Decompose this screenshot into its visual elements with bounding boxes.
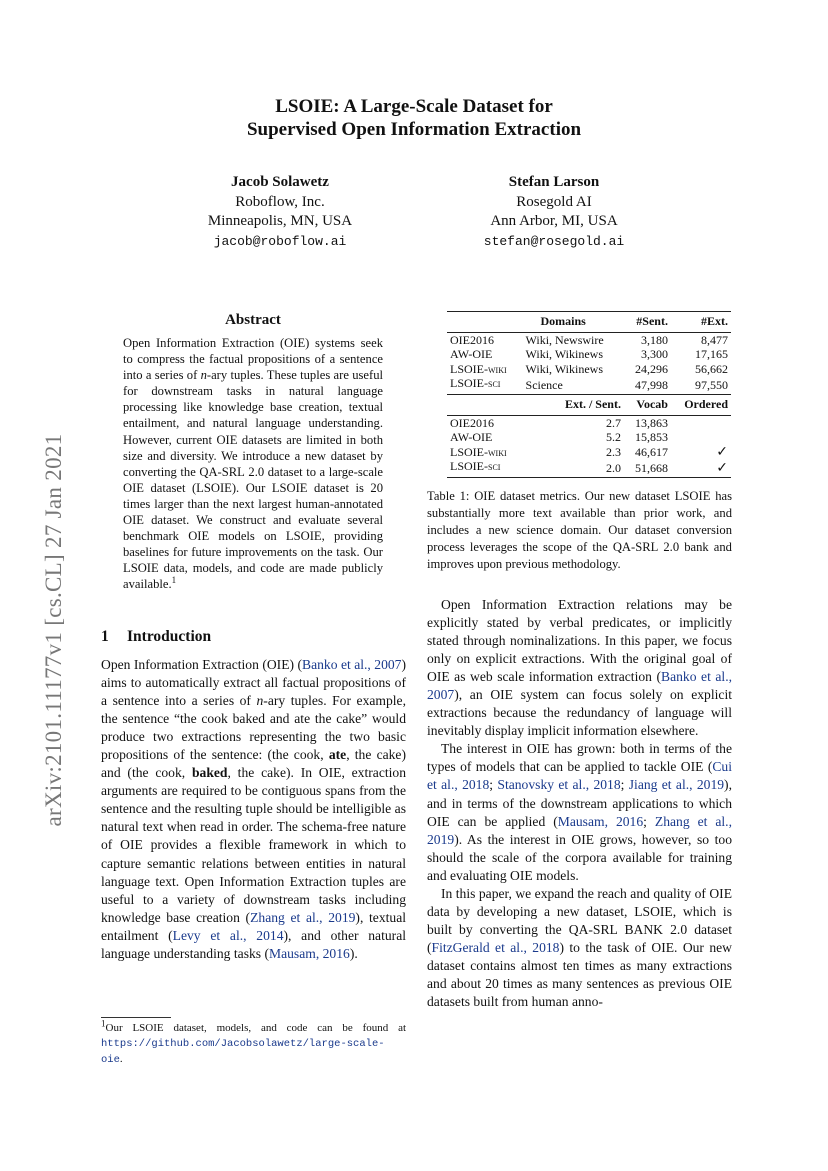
abstract-heading: Abstract (225, 312, 281, 328)
citation-link[interactable]: Zhang et al., 2019 (427, 813, 732, 847)
arxiv-identifier: arXiv:2101.11177v1 [cs.CL] 27 Jan 2021 (41, 433, 66, 827)
citation-link[interactable]: Cui et al., 2018 (427, 759, 732, 793)
citation-link[interactable]: Banko et al., 2007 (302, 657, 402, 672)
arxiv-sidebar (24, 380, 84, 880)
paper-title (0, 95, 828, 141)
footnote-rule (101, 1017, 171, 1018)
table-row: LSOIE-wiki 2.3 46,617 ✓ (447, 445, 731, 459)
author-affiliation: Rosegold AI (516, 193, 592, 210)
citation-link[interactable]: Levy et al., 2014 (172, 927, 284, 943)
citation-link[interactable]: Mausam, 2016 (269, 945, 350, 961)
citation-link[interactable]: Banko et al., 2007 (427, 669, 732, 703)
checkmark-icon: ✓ (716, 459, 728, 476)
author-block-2 (454, 173, 654, 251)
table-caption: Table 1: OIE dataset metrics. Our new dataset LSOIE has substantially more text available than prior work, and includes a new science domain. Our dataset conversion process leverages the scope of the QA-SRL 2.0 bank and improves upon previous methodology. (427, 489, 732, 571)
table-row: OIE2016 2.7 13,863 (447, 416, 731, 431)
section-heading-introduction: 1 Introduction (101, 628, 212, 645)
citation-link[interactable]: Stanovsky et al., 2018 (497, 777, 621, 793)
author-location: Minneapolis, MN, USA (207, 213, 353, 229)
author-email[interactable]: jacob@roboflow.ai (213, 233, 347, 249)
table-1 (447, 311, 731, 478)
checkmark-icon: ✓ (716, 443, 728, 460)
author-block-1 (180, 173, 380, 251)
citation-link[interactable]: Zhang et al., 2019 (250, 909, 356, 925)
citation-link[interactable]: Jiang et al., 2019 (628, 777, 725, 793)
github-link[interactable]: https://github.com/Jacobsolawetz/large-scale-oie (101, 1038, 385, 1066)
table-row: AW-OIE 5.2 15,853 (450, 430, 668, 445)
table-row: LSOIE-sci 2.0 51,668 ✓ (447, 459, 731, 478)
author-email[interactable]: stefan@rosegold.ai (483, 233, 625, 249)
paragraph: In this paper, we expand the reach and quality of OIE data by developing a new dataset, LSOIE, which is built by converting the QA-SRL BANK 2.0 dataset (FitzGerald et al., 2018) to the task of OIE. Our new dataset contains almost ten times as many extractions and about 20 times as many sentences as previous OIE datasets built from human anno- (427, 885, 733, 1010)
author-name: Stefan Larson (508, 174, 600, 190)
paragraph: The interest in OIE has grown: both in terms of the types of models that can be applied to tackle OIE (Cui et al., 2018; Stanovsky et al., 2018; Jiang et al., 2019), and in terms of the downstream applications to which OIE can be applied (Mausam, 2016; Zhang et al., 2019). As the interest in OIE grows, however, so too should the scale of the corpora available for training and evaluating OIE models. (427, 741, 732, 883)
table-row: AW-OIE Wiki, Wikinews 3,300 17,165 (450, 347, 728, 362)
abstract-body: Open Information Extraction (OIE) systems seek to compress the factual propositions of a sentence into a series of n-ary tuples. These tuples are useful for downstream tasks in natural language processing like knowledge base creation, textual entailment, and natural language understanding. However, current OIE datasets are limited in both size and diversity. We introduce a new dataset by converting the QA-SRL 2.0 dataset to a large-scale OIE dataset (LSOIE). Our LSOIE dataset is 20 times larger than the next largest human-annotated OIE dataset. We construct and evaluate several benchmark OIE models on LSOIE, providing baselines for future improvements on the task. Our LSOIE data, models, and code are made publicly available.$^1$ (123, 336, 384, 592)
author-name: Jacob Solawetz (231, 174, 329, 190)
table-row: LSOIE-wiki Wiki, Wikinews 24,296 56,662 (450, 361, 728, 376)
paragraph: Open Information Extraction relations may be explicitly stated by verbal predicates, or implicitly stated through nominalizations. In this paper, we focus only on explicit extractions. With the original goal of OIE as web scale information extraction (Banko et al., 2007), an OIE system can focus solely on explicit extractions because the redundancy of language will inevitably display implicit information elsewhere. (427, 597, 732, 739)
table-row: OIE2016 Wiki, Newswire 3,180 8,477 (447, 333, 731, 348)
table-header-row: Domains #Sent. #Ext. (447, 312, 731, 333)
footnote: $^1$Our LSOIE dataset, models, and code can be found at https://github.com/Jacobsolawetz/large-scale-oie. (101, 1018, 407, 1066)
intro-paragraph: Open Information Extraction (OIE) (Banko et al., 2007) aims to automatically extract all factual propositions of a sentence into a series of n-ary tuples. For example, the sentence “the cook baked and ate the cake” would produce two extractions representing the two basic propositions of the sentence: (the cook, ate, the cake) and (the cook, baked, the cake). In OIE, extraction arguments are required to be contiguous spans from the sentence and the resulting tuple should be intelligible as natural text when read in order. The schema-free nature of OIE provides a flexible framework in which to capture semantic relations between entities in natural language text. Open Information Extraction tuples are useful to a variety of downstream tasks including knowledge base creation (Zhang et al., 2019), textual entailment (Levy et al., 2014), and other natural language understanding tasks (Mausam, 2016). (101, 657, 407, 961)
table-header-row: Ext. / Sent. Vocab Ordered (447, 395, 731, 416)
author-affiliation: Roboflow, Inc. (235, 193, 325, 210)
citation-link[interactable]: Mausam, 2016 (557, 813, 644, 829)
title-line-2: Supervised Open Information Extraction (246, 119, 582, 140)
table-row: LSOIE-sci Science 47,998 97,550 (450, 375, 728, 392)
title-line-1: LSOIE: A Large-Scale Dataset for (275, 96, 553, 117)
citation-link[interactable]: FitzGerald et al., 2018 (431, 939, 560, 955)
footnote-marker[interactable]: 1 (171, 575, 177, 586)
right-column-body (427, 596, 732, 1011)
author-location: Ann Arbor, MI, USA (490, 213, 618, 229)
